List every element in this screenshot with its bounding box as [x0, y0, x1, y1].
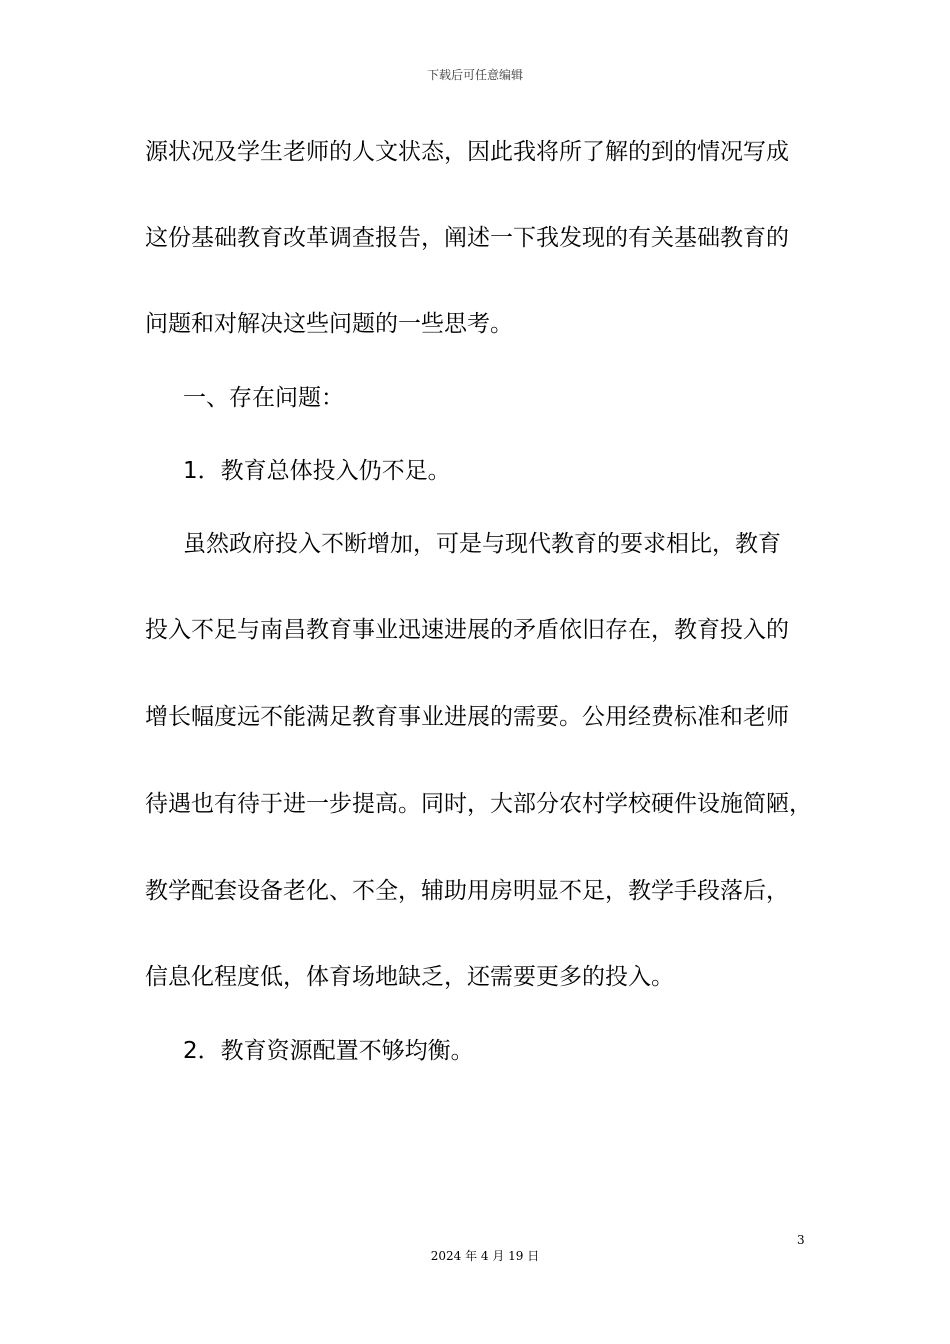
body-line: 增长幅度远不能满足教育事业进展的需要。公用经费标准和老师: [145, 704, 789, 730]
subsection-heading: 2．教育资源配置不够均衡。: [183, 1038, 474, 1064]
body-line: 待遇也有待于进一步提高。同时，大部分农村学校硬件设施简陋，: [145, 791, 812, 817]
subsection-heading: 1．教育总体投入仍不足。: [183, 458, 451, 484]
section-heading: 一、存在问题：: [183, 385, 344, 411]
page-number: 3: [797, 1233, 805, 1247]
body-line: 源状况及学生老师的人文状态，因此我将所了解的到的情况写成: [145, 139, 789, 165]
body-line: 这份基础教育改革调查报告，阐述一下我发现的有关基础教育的: [145, 225, 789, 251]
body-line: 投入不足与南昌教育事业迅速进展的矛盾依旧存在，教育投入的: [145, 617, 789, 643]
body-line: 教学配套设备老化、不全，辅助用房明显不足，教学手段落后，: [145, 878, 789, 904]
body-line: 问题和对解决这些问题的一些思考。: [145, 311, 513, 337]
body-line: 虽然政府投入不断增加，可是与现代教育的要求相比，教育: [183, 531, 781, 557]
page-header: 下载后可任意编辑: [426, 68, 523, 82]
body-line: 信息化程度低，体育场地缺乏，还需要更多的投入。: [145, 964, 674, 990]
footer-date: 2024 年 4 月 19 日: [430, 1249, 540, 1263]
